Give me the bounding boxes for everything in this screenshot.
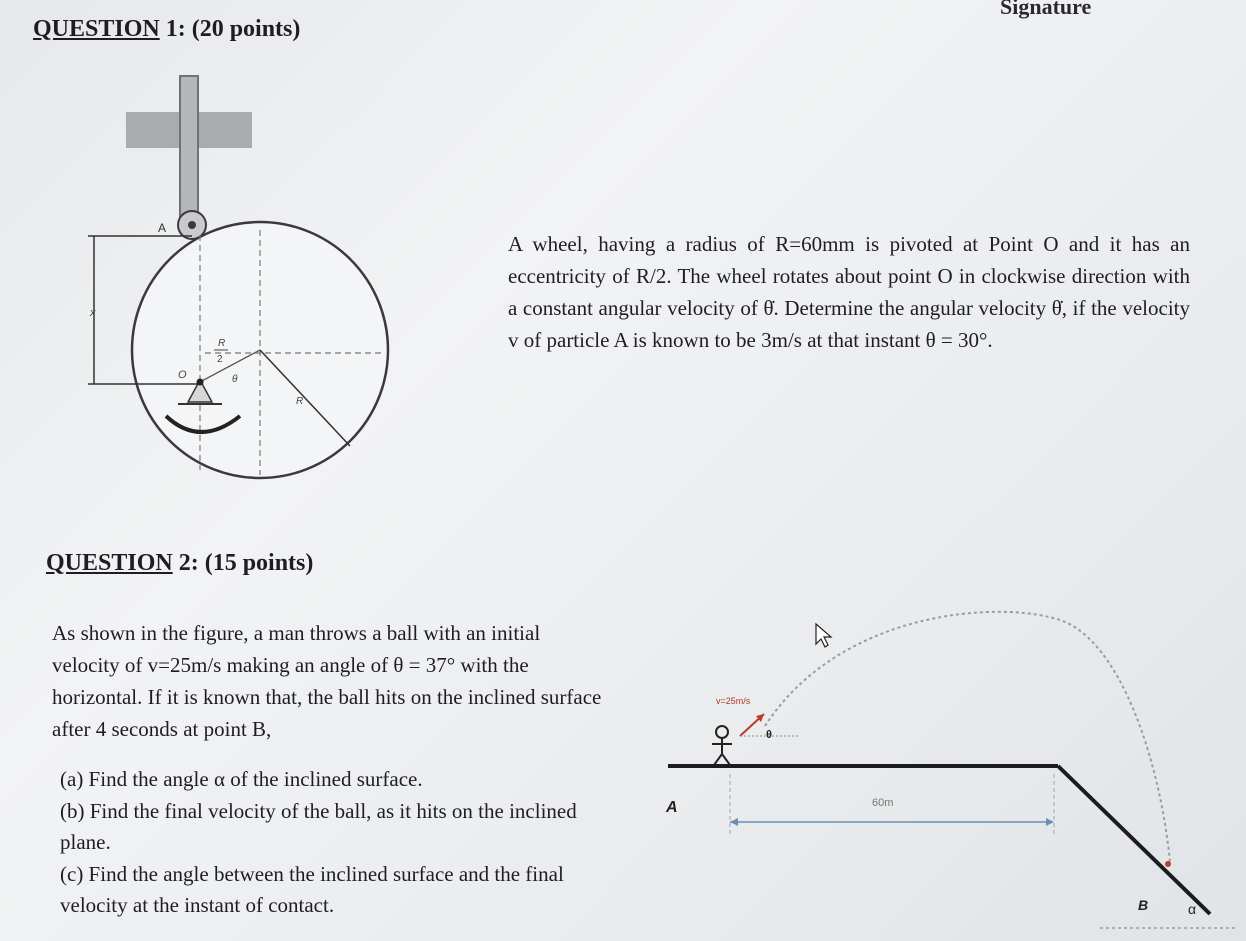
label-A: A <box>666 799 678 816</box>
ball-trajectory <box>765 612 1170 862</box>
question-2-heading-word: QUESTION <box>46 550 173 576</box>
label-R-over-2-num: R <box>218 338 226 349</box>
question-2-text: As shown in the figure, a man throws a ball with an initial velocity of v=25m/s making an angle of θ = 37° with the horizontal. If it is known that, the ball hits on the inclined surface after 4 seconds at point B, <box>52 621 602 741</box>
wheel-figure <box>80 70 410 490</box>
impact-point <box>1165 861 1171 867</box>
label-R: R <box>296 396 304 407</box>
distance-label: 60m <box>872 797 894 809</box>
question-1-text: A wheel, having a radius of R=60mm is pivoted at Point O and it has an eccentricity of R/2. The wheel rotates about point O in clockwise direction with a constant angular velocity of θ̇. Determine the angular velocity θ̇, if the velocity v of particle A is known to be 3m/s at that instant θ = 30°. <box>508 232 1190 352</box>
signature-label: Signature <box>1000 0 1092 19</box>
question-2-heading-points: 2: (15 points) <box>172 550 314 576</box>
part-b-text: (b) Find the final velocity of the ball, as it hits on the inclined plane. <box>60 798 577 854</box>
question-1-heading-word: QUESTION <box>33 16 160 42</box>
pivot-O <box>197 379 204 386</box>
question-2-parts <box>60 764 620 922</box>
follower-rod <box>180 76 198 226</box>
label-B: B <box>1138 897 1149 913</box>
distance-arrow-left <box>730 818 738 826</box>
label-theta: θ <box>232 374 238 385</box>
part-a-text: (a) Find the angle α of the inclined surface. <box>60 767 423 791</box>
theta-label: θ <box>766 729 772 741</box>
velocity-label: v=25m/s <box>716 696 751 706</box>
distance-arrow-right <box>1046 818 1054 826</box>
label-A: A <box>158 221 167 235</box>
inclined-surface <box>1058 766 1210 914</box>
label-O: O <box>178 369 187 381</box>
question-2-heading <box>46 550 313 577</box>
roller-pin <box>188 221 196 229</box>
label-x: x <box>90 307 96 319</box>
question-1-heading-points: 1: (20 points) <box>159 16 301 42</box>
cursor-icon <box>816 624 831 647</box>
projectile-figure <box>640 600 1240 940</box>
part-c-text: (c) Find the angle between the inclined surface and the final velocity at the instant of contact. <box>60 861 564 917</box>
question-1-heading <box>33 16 300 43</box>
man-left-leg <box>714 754 722 765</box>
alpha-label: α <box>1188 901 1197 917</box>
label-R-over-2-den: 2 <box>217 354 223 365</box>
man-right-leg <box>722 754 730 765</box>
man-head <box>716 726 728 738</box>
